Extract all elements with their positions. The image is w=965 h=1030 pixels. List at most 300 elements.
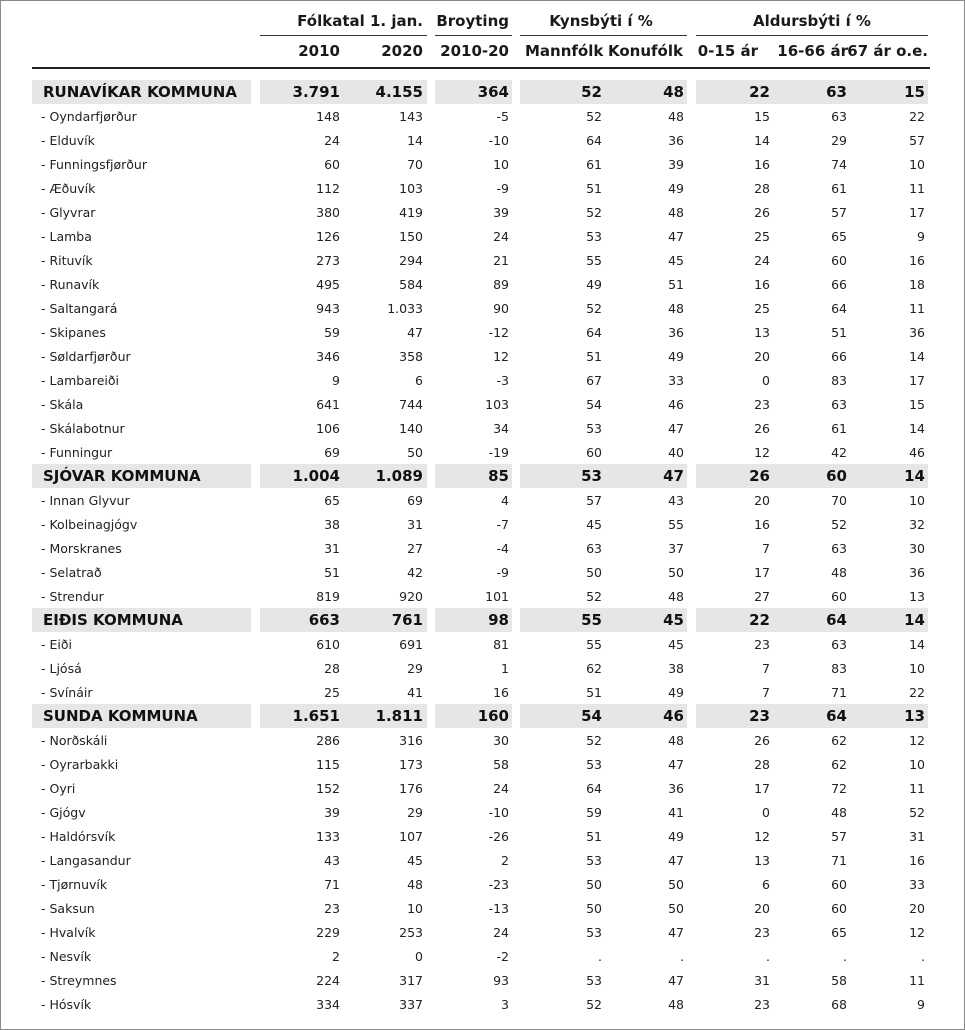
val-2010: 1.004 [292,467,340,485]
val-change: 10 [493,156,509,172]
val-age3: 16 [909,852,925,868]
place-row [32,392,930,416]
place-row [32,968,930,992]
val-age2: 57 [831,204,847,220]
val-2020: 27 [407,540,423,556]
place-name: - Selatrað [41,564,102,580]
place-name: - Æðuvík [41,180,96,196]
val-age2: 51 [831,324,847,340]
val-change: -23 [488,876,509,892]
place-row [32,224,930,248]
val-2010: 65 [324,492,340,508]
val-2020: 150 [399,228,423,244]
val-2010: 495 [316,276,340,292]
val-age2: 72 [831,780,847,796]
place-name: - Rituvík [41,252,93,268]
val-change: 39 [493,204,509,220]
val-women: 51 [668,276,684,292]
val-2010: 1.651 [292,707,340,725]
val-change: 81 [493,636,509,652]
val-change: 89 [493,276,509,292]
val-2010: 112 [316,180,340,196]
place-row [32,344,930,368]
val-change: -10 [488,132,509,148]
municipality-name: SJÓVAR KOMMUNA [43,467,201,485]
place-row [32,872,930,896]
place-name: - Lambareiði [41,372,120,388]
val-2010: 69 [324,444,340,460]
val-2010: 641 [316,396,340,412]
val-change: -13 [488,900,509,916]
val-age2: 64 [826,707,847,725]
val-age1: 17 [754,564,770,580]
val-change: 34 [493,420,509,436]
val-men: 52 [586,996,602,1012]
val-women: 47 [668,852,684,868]
val-age2: 52 [831,516,847,532]
val-women: 48 [668,300,684,316]
val-age3: 9 [917,996,925,1012]
val-age3: 31 [909,828,925,844]
val-2010: 943 [316,300,340,316]
val-age3: 17 [909,204,925,220]
val-age3: 36 [909,324,925,340]
place-name: - Lamba [41,228,92,244]
place-name: - Saltangará [41,300,118,316]
val-age1: 28 [754,180,770,196]
header-col-women: Konufólk [608,42,683,60]
val-men: 50 [586,564,602,580]
val-2020: 70 [407,156,423,172]
val-women: 37 [668,540,684,556]
header-col-age2: 16-66 ár [777,42,848,60]
val-age3: 10 [909,756,925,772]
val-age1: 15 [754,108,770,124]
val-age3: 11 [909,780,925,796]
val-women: 36 [668,324,684,340]
municipality-row [32,704,930,728]
val-age1: 28 [754,756,770,772]
val-change: -12 [488,324,509,340]
val-change: 24 [493,780,509,796]
place-name: - Strendur [41,588,104,604]
municipality-row [32,608,930,632]
val-2010: 59 [324,324,340,340]
val-men: 64 [586,780,602,796]
val-2010: 28 [324,660,340,676]
val-2020: 744 [399,396,423,412]
place-name: - Eiði [41,636,72,652]
val-women: 45 [663,611,684,629]
val-age1: 23 [749,707,770,725]
val-age3: 20 [909,900,925,916]
val-women: 47 [668,756,684,772]
val-2010: 106 [316,420,340,436]
val-women: 33 [668,372,684,388]
val-men: 67 [586,372,602,388]
val-men: 45 [586,516,602,532]
val-2010: 39 [324,804,340,820]
val-men: 53 [586,756,602,772]
municipality-row [32,464,930,488]
val-change: -9 [496,180,509,196]
val-age3: 52 [909,804,925,820]
val-men: 53 [586,924,602,940]
val-age2: 62 [831,732,847,748]
val-2020: 173 [399,756,423,772]
val-age1: . [766,948,770,964]
val-women: 38 [668,660,684,676]
val-change: 101 [485,588,509,604]
val-2020: 337 [399,996,423,1012]
header-col-age3: 67 ár o.e. [847,42,928,60]
val-2020: 45 [407,852,423,868]
val-age2: 71 [831,852,847,868]
val-age3: 22 [909,684,925,700]
place-name: - Gjógv [41,804,86,820]
val-age3: 46 [909,444,925,460]
val-age1: 24 [754,252,770,268]
val-change: -26 [488,828,509,844]
val-age2: 63 [831,396,847,412]
val-men: 52 [586,588,602,604]
val-2010: 60 [324,156,340,172]
val-change: 3 [501,996,509,1012]
val-women: 50 [668,564,684,580]
val-women: 47 [663,467,684,485]
val-age1: 17 [754,780,770,796]
val-2020: 358 [399,348,423,364]
val-2020: 317 [399,972,423,988]
val-men: 51 [586,348,602,364]
val-women: 55 [668,516,684,532]
val-age2: 65 [831,228,847,244]
val-age3: 15 [909,396,925,412]
val-men: 52 [586,300,602,316]
val-age1: 26 [754,732,770,748]
val-2010: 152 [316,780,340,796]
val-2010: 133 [316,828,340,844]
val-2010: 38 [324,516,340,532]
val-age3: 22 [909,108,925,124]
val-age1: 13 [754,324,770,340]
val-women: 41 [668,804,684,820]
place-row [32,632,930,656]
val-age2: 60 [826,467,847,485]
place-row [32,824,930,848]
place-name: - Nesvík [41,948,92,964]
val-2010: 610 [316,636,340,652]
val-age3: 16 [909,252,925,268]
place-row [32,848,930,872]
val-women: 49 [668,828,684,844]
place-name: - Søldarfjørður [41,348,131,364]
val-change: 16 [493,684,509,700]
val-age3: 30 [909,540,925,556]
val-age2: 83 [831,660,847,676]
val-age1: 7 [762,684,770,700]
val-2020: 14 [407,132,423,148]
val-2020: 41 [407,684,423,700]
val-2020: 47 [407,324,423,340]
val-age2: 48 [831,804,847,820]
val-age1: 16 [754,516,770,532]
val-2020: 691 [399,636,423,652]
val-change: 24 [493,924,509,940]
municipality-name: RUNAVÍKAR KOMMUNA [43,83,237,101]
header-age: Aldursbýti í % [753,12,871,30]
place-row [32,272,930,296]
val-men: 53 [586,228,602,244]
header-population: Fólkatal 1. jan. [297,12,423,30]
place-name: - Svínáir [41,684,93,700]
val-change: 98 [488,611,509,629]
val-women: 48 [663,83,684,101]
val-men: 59 [586,804,602,820]
val-age2: 60 [831,900,847,916]
place-row [32,920,930,944]
val-2020: 294 [399,252,423,268]
val-change: -7 [496,516,509,532]
val-age1: 6 [762,876,770,892]
val-age3: 14 [909,636,925,652]
val-change: 24 [493,228,509,244]
place-row [32,992,930,1016]
val-2010: 23 [324,900,340,916]
val-age1: 22 [749,611,770,629]
val-2010: 25 [324,684,340,700]
val-2020: 42 [407,564,423,580]
val-age1: 12 [754,828,770,844]
val-age2: 63 [831,636,847,652]
place-row [32,104,930,128]
val-2010: 663 [308,611,340,629]
val-2010: 71 [324,876,340,892]
header-bottom-rule [32,67,930,69]
place-row [32,656,930,680]
val-age2: 83 [831,372,847,388]
place-name: - Hvalvík [41,924,96,940]
val-age2: 61 [831,420,847,436]
place-name: - Ljósá [41,660,82,676]
val-2010: 43 [324,852,340,868]
val-men: 55 [586,252,602,268]
place-name: - Morskranes [41,540,122,556]
place-row [32,560,930,584]
val-women: 49 [668,684,684,700]
val-age1: 26 [749,467,770,485]
val-2020: 50 [407,444,423,460]
header-col-men: Mannfólk [525,42,604,60]
val-women: 40 [668,444,684,460]
val-age3: 14 [909,348,925,364]
val-women: 36 [668,780,684,796]
val-age3: 36 [909,564,925,580]
val-age1: 23 [754,924,770,940]
place-row [32,128,930,152]
val-2020: 761 [391,611,423,629]
val-men: 63 [586,540,602,556]
val-women: 49 [668,180,684,196]
val-change: 21 [493,252,509,268]
val-age1: 23 [754,636,770,652]
val-change: -3 [496,372,509,388]
val-age1: 20 [754,900,770,916]
val-age3: 12 [909,732,925,748]
header-col-age1: 0-15 ár [697,42,758,60]
place-row [32,296,930,320]
val-2020: 10 [407,900,423,916]
val-age3: 11 [909,180,925,196]
val-age3: 15 [904,83,925,101]
val-men: 51 [586,828,602,844]
place-name: - Saksun [41,900,95,916]
val-change: -5 [496,108,509,124]
val-2010: 286 [316,732,340,748]
val-2010: 229 [316,924,340,940]
val-change: -19 [488,444,509,460]
val-2010: 346 [316,348,340,364]
place-row [32,200,930,224]
val-men: 64 [586,132,602,148]
val-age3: . [921,948,925,964]
place-name: - Runavík [41,276,100,292]
val-age1: 0 [762,372,770,388]
val-age3: 10 [909,492,925,508]
header-change: Broyting [436,12,509,30]
val-change: -10 [488,804,509,820]
place-name: - Langasandur [41,852,131,868]
val-2010: 819 [316,588,340,604]
val-age2: 42 [831,444,847,460]
val-age2: 29 [831,132,847,148]
val-women: 46 [668,396,684,412]
val-change: 1 [501,660,509,676]
val-age1: 25 [754,300,770,316]
val-age3: 13 [904,707,925,725]
val-men: 60 [586,444,602,460]
val-change: 4 [501,492,509,508]
val-women: 47 [668,972,684,988]
val-men: 52 [586,108,602,124]
val-age3: 12 [909,924,925,940]
val-women: 46 [663,707,684,725]
val-2020: 103 [399,180,423,196]
header-gender: Kynsbýti í % [549,12,653,30]
val-women: 50 [668,900,684,916]
val-2020: 31 [407,516,423,532]
val-change: 2 [501,852,509,868]
place-name: - Oyri [41,780,76,796]
val-men: 52 [586,204,602,220]
val-men: 51 [586,180,602,196]
val-age2: 65 [831,924,847,940]
val-men: 53 [586,972,602,988]
place-row [32,152,930,176]
val-age1: 7 [762,540,770,556]
val-change: -2 [496,948,509,964]
place-row [32,944,930,968]
val-change: 30 [493,732,509,748]
val-2010: 3.791 [292,83,340,101]
val-age2: 62 [831,756,847,772]
val-age3: 9 [917,228,925,244]
val-women: 48 [668,108,684,124]
val-age1: 12 [754,444,770,460]
place-row [32,368,930,392]
val-2020: 1.033 [387,300,423,316]
val-women: 48 [668,204,684,220]
val-age2: 64 [831,300,847,316]
val-2020: 6 [415,372,423,388]
header-col-2020: 2020 [381,42,423,60]
val-age1: 27 [754,588,770,604]
val-2010: 115 [316,756,340,772]
val-2010: 2 [332,948,340,964]
val-2010: 24 [324,132,340,148]
val-2010: 9 [332,372,340,388]
val-men: 50 [586,876,602,892]
val-change: 85 [488,467,509,485]
val-women: 48 [668,732,684,748]
place-name: - Glyvrar [41,204,96,220]
val-2010: 273 [316,252,340,268]
place-row [32,584,930,608]
val-men: 64 [586,324,602,340]
municipality-name: EIÐIS KOMMUNA [43,611,183,629]
val-age3: 10 [909,156,925,172]
val-change: 364 [477,83,509,101]
val-age3: 32 [909,516,925,532]
val-change: 90 [493,300,509,316]
place-row [32,896,930,920]
val-women: 48 [668,996,684,1012]
val-change: 12 [493,348,509,364]
val-age3: 14 [904,611,925,629]
val-age1: 7 [762,660,770,676]
header-column-row [32,36,930,66]
val-2020: 69 [407,492,423,508]
place-row [32,176,930,200]
val-age2: 63 [826,83,847,101]
val-age2: 66 [831,276,847,292]
val-women: 39 [668,156,684,172]
place-name: - Skála [41,396,84,412]
val-2010: 148 [316,108,340,124]
val-2020: 140 [399,420,423,436]
val-men: 52 [581,83,602,101]
val-2020: 920 [399,588,423,604]
val-age2: 60 [831,876,847,892]
val-age1: 20 [754,348,770,364]
val-age3: 18 [909,276,925,292]
val-age2: 68 [831,996,847,1012]
place-name: - Funningur [41,444,113,460]
val-change: 58 [493,756,509,772]
val-age2: 58 [831,972,847,988]
val-men: 55 [586,636,602,652]
val-2020: 107 [399,828,423,844]
val-age3: 33 [909,876,925,892]
val-men: 52 [586,732,602,748]
val-change: 103 [485,396,509,412]
val-age2: 63 [831,540,847,556]
place-row [32,776,930,800]
place-row [32,728,930,752]
val-age2: 64 [826,611,847,629]
val-age1: 20 [754,492,770,508]
val-2020: 176 [399,780,423,796]
